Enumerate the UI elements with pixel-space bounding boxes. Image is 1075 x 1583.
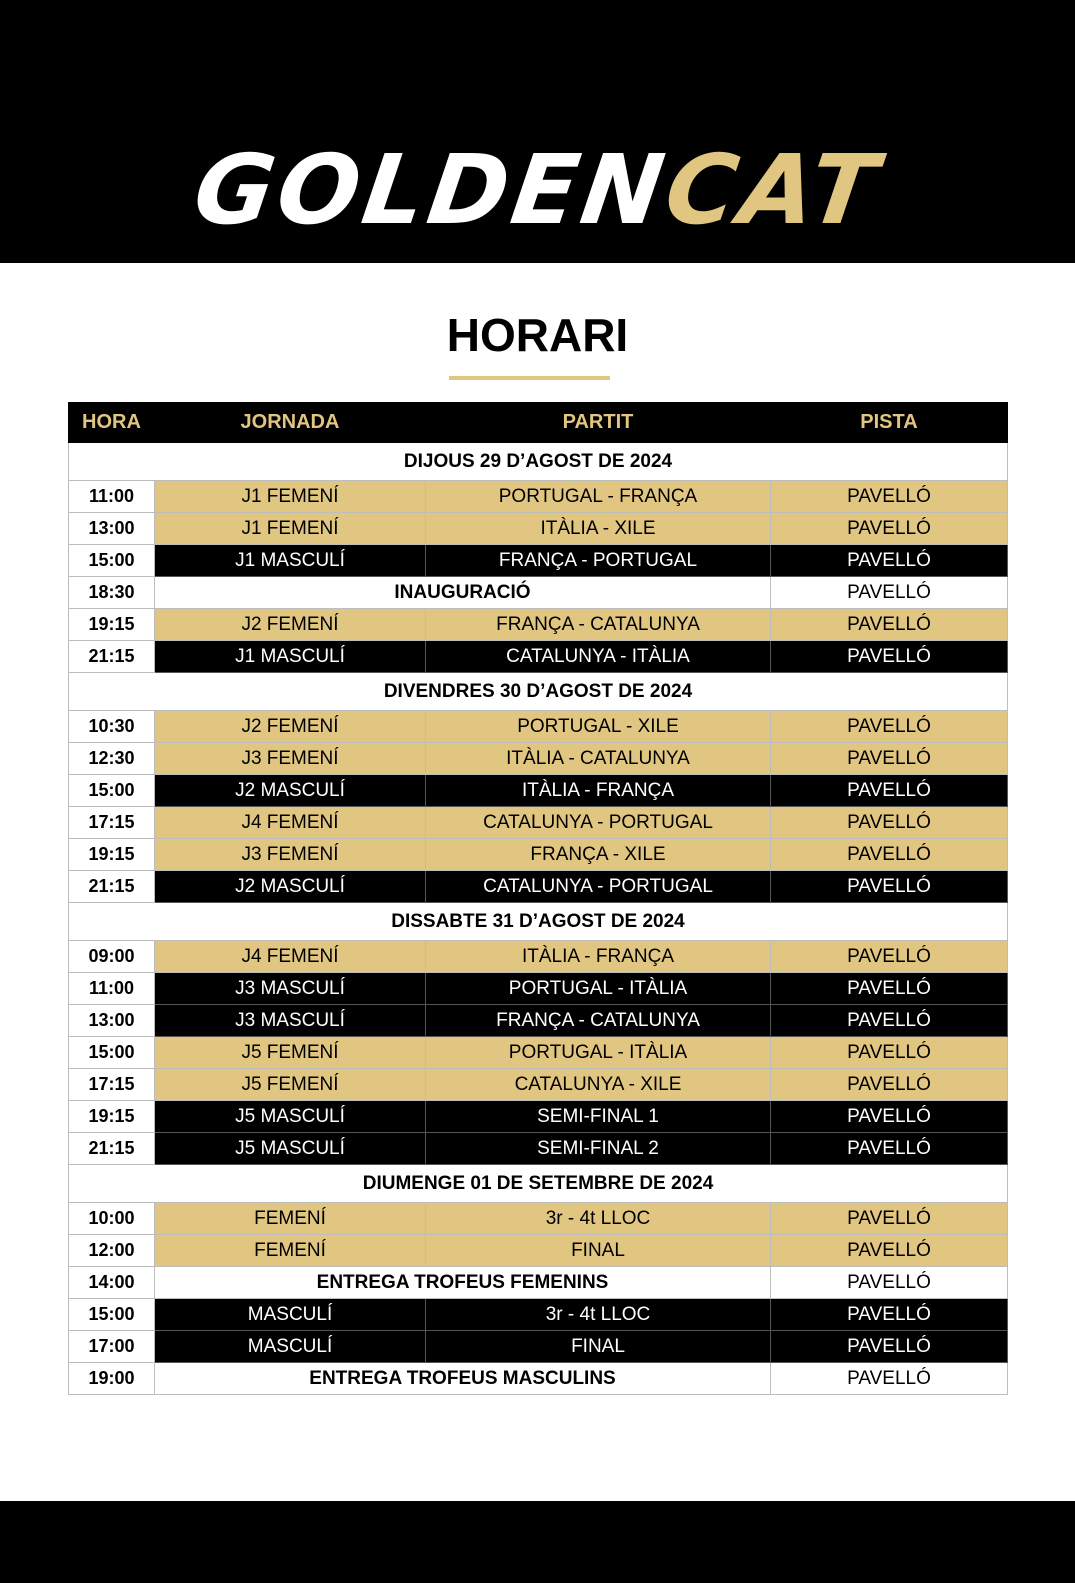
partit-cell: FINAL — [426, 1235, 771, 1267]
pista-cell: PAVELLÓ — [771, 1005, 1008, 1037]
partit-cell: CATALUNYA - PORTUGAL — [426, 871, 771, 903]
header-hora: HORA — [69, 403, 155, 443]
pista-cell: PAVELLÓ — [771, 1037, 1008, 1069]
partit-cell: ITÀLIA - FRANÇA — [426, 775, 771, 807]
partit-cell: PORTUGAL - XILE — [426, 711, 771, 743]
day-header-row — [69, 443, 1008, 481]
schedule-row — [69, 609, 1008, 641]
schedule-row — [69, 775, 1008, 807]
partit-cell: ITÀLIA - FRANÇA — [426, 941, 771, 973]
pista-cell: PAVELLÓ — [771, 1235, 1008, 1267]
schedule-row — [69, 1203, 1008, 1235]
partit-cell: PORTUGAL - ITÀLIA — [426, 1037, 771, 1069]
hora-cell: 21:15 — [69, 641, 155, 673]
event-cell: ENTREGA TROFEUS MASCULINS — [155, 1363, 771, 1395]
page-title: HORARI — [446, 309, 629, 361]
day-header-row — [69, 903, 1008, 941]
hora-cell: 14:00 — [69, 1267, 155, 1299]
jornada-cell: J2 FEMENÍ — [155, 711, 426, 743]
jornada-cell: MASCULÍ — [155, 1299, 426, 1331]
jornada-cell: J4 FEMENÍ — [155, 941, 426, 973]
schedule-row — [69, 941, 1008, 973]
hora-cell: 19:15 — [69, 839, 155, 871]
jornada-cell: J4 FEMENÍ — [155, 807, 426, 839]
day-title: DIUMENGE 01 DE SETEMBRE DE 2024 — [69, 1165, 1008, 1203]
day-title: DIJOUS 29 D’AGOST DE 2024 — [69, 443, 1008, 481]
schedule-row — [69, 1363, 1008, 1395]
hora-cell: 15:00 — [69, 545, 155, 577]
partit-cell: PORTUGAL - ITÀLIA — [426, 973, 771, 1005]
footer-band — [0, 1501, 1075, 1583]
day-header-row — [69, 673, 1008, 711]
jornada-cell: J1 FEMENÍ — [155, 513, 426, 545]
schedule-row — [69, 481, 1008, 513]
schedule-row — [69, 1005, 1008, 1037]
jornada-cell: J2 MASCULÍ — [155, 775, 426, 807]
day-header-row — [69, 1165, 1008, 1203]
jornada-cell: J1 MASCULÍ — [155, 545, 426, 577]
schedule-row — [69, 545, 1008, 577]
pista-cell: PAVELLÓ — [771, 513, 1008, 545]
hora-cell: 15:00 — [69, 1037, 155, 1069]
jornada-cell: J2 MASCULÍ — [155, 871, 426, 903]
jornada-cell: J1 FEMENÍ — [155, 481, 426, 513]
schedule-row — [69, 1069, 1008, 1101]
goldencat-logo — [0, 135, 1075, 245]
partit-cell: ITÀLIA - XILE — [426, 513, 771, 545]
hora-cell: 11:00 — [69, 973, 155, 1005]
pista-cell: PAVELLÓ — [771, 839, 1008, 871]
header-jornada: JORNADA — [155, 403, 426, 443]
partit-cell: SEMI-FINAL 1 — [426, 1101, 771, 1133]
schedule-table — [68, 402, 1008, 1395]
pista-cell: PAVELLÓ — [771, 1069, 1008, 1101]
schedule-row — [69, 711, 1008, 743]
jornada-cell: J3 FEMENÍ — [155, 839, 426, 871]
title-underline — [449, 376, 610, 380]
pista-cell: PAVELLÓ — [771, 711, 1008, 743]
schedule-row — [69, 839, 1008, 871]
schedule-row — [69, 871, 1008, 903]
day-title: DISSABTE 31 D’AGOST DE 2024 — [69, 903, 1008, 941]
partit-cell: 3r - 4t LLOC — [426, 1203, 771, 1235]
jornada-cell: J1 MASCULÍ — [155, 641, 426, 673]
partit-cell: CATALUNYA - ITÀLIA — [426, 641, 771, 673]
hora-cell: 09:00 — [69, 941, 155, 973]
hora-cell: 21:15 — [69, 871, 155, 903]
schedule-row — [69, 1133, 1008, 1165]
schedule-row — [69, 1267, 1008, 1299]
hora-cell: 10:00 — [69, 1203, 155, 1235]
header-pista: PISTA — [771, 403, 1008, 443]
hora-cell: 12:30 — [69, 743, 155, 775]
schedule-row — [69, 973, 1008, 1005]
pista-cell: PAVELLÓ — [771, 577, 1008, 609]
schedule-row — [69, 1037, 1008, 1069]
jornada-cell: J3 FEMENÍ — [155, 743, 426, 775]
hora-cell: 10:30 — [69, 711, 155, 743]
partit-cell: FRANÇA - CATALUNYA — [426, 1005, 771, 1037]
hora-cell: 19:00 — [69, 1363, 155, 1395]
schedule-row — [69, 1331, 1008, 1363]
jornada-cell: J3 MASCULÍ — [155, 1005, 426, 1037]
day-title: DIVENDRES 30 D’AGOST DE 2024 — [69, 673, 1008, 711]
partit-cell: CATALUNYA - PORTUGAL — [426, 807, 771, 839]
jornada-cell: J5 FEMENÍ — [155, 1069, 426, 1101]
hora-cell: 17:15 — [69, 1069, 155, 1101]
jornada-cell: FEMENÍ — [155, 1235, 426, 1267]
pista-cell: PAVELLÓ — [771, 775, 1008, 807]
hora-cell: 21:15 — [69, 1133, 155, 1165]
schedule-row — [69, 577, 1008, 609]
event-cell: ENTREGA TROFEUS FEMENINS — [155, 1267, 771, 1299]
pista-cell: PAVELLÓ — [771, 1299, 1008, 1331]
hora-cell: 12:00 — [69, 1235, 155, 1267]
jornada-cell: J5 FEMENÍ — [155, 1037, 426, 1069]
partit-cell: FRANÇA - PORTUGAL — [426, 545, 771, 577]
jornada-cell: J3 MASCULÍ — [155, 973, 426, 1005]
partit-cell: PORTUGAL - FRANÇA — [426, 481, 771, 513]
hora-cell: 19:15 — [69, 609, 155, 641]
pista-cell: PAVELLÓ — [771, 1101, 1008, 1133]
pista-cell: PAVELLÓ — [771, 1133, 1008, 1165]
jornada-cell: J2 FEMENÍ — [155, 609, 426, 641]
partit-cell: 3r - 4t LLOC — [426, 1299, 771, 1331]
partit-cell: CATALUNYA - XILE — [426, 1069, 771, 1101]
partit-cell: ITÀLIA - CATALUNYA — [426, 743, 771, 775]
pista-cell: PAVELLÓ — [771, 641, 1008, 673]
pista-cell: PAVELLÓ — [771, 1363, 1008, 1395]
hora-cell: 15:00 — [69, 1299, 155, 1331]
pista-cell: PAVELLÓ — [771, 743, 1008, 775]
pista-cell: PAVELLÓ — [771, 545, 1008, 577]
pista-cell: PAVELLÓ — [771, 1267, 1008, 1299]
hora-cell: 11:00 — [69, 481, 155, 513]
hora-cell: 18:30 — [69, 577, 155, 609]
jornada-cell: FEMENÍ — [155, 1203, 426, 1235]
jornada-cell: MASCULÍ — [155, 1331, 426, 1363]
partit-cell: FRANÇA - XILE — [426, 839, 771, 871]
hora-cell: 17:00 — [69, 1331, 155, 1363]
pista-cell: PAVELLÓ — [771, 609, 1008, 641]
header-partit: PARTIT — [426, 403, 771, 443]
schedule-row — [69, 641, 1008, 673]
schedule-row — [69, 743, 1008, 775]
pista-cell: PAVELLÓ — [771, 973, 1008, 1005]
pista-cell: PAVELLÓ — [771, 807, 1008, 839]
hora-cell: 13:00 — [69, 513, 155, 545]
schedule-row — [69, 1299, 1008, 1331]
hora-cell: 15:00 — [69, 775, 155, 807]
logo-text-white: GOLDEN — [187, 134, 675, 246]
schedule-row — [69, 513, 1008, 545]
partit-cell: SEMI-FINAL 2 — [426, 1133, 771, 1165]
event-cell: INAUGURACIÓ — [155, 577, 771, 609]
hora-cell: 19:15 — [69, 1101, 155, 1133]
schedule-row — [69, 1235, 1008, 1267]
pista-cell: PAVELLÓ — [771, 1203, 1008, 1235]
header-band — [0, 0, 1075, 263]
schedule-row — [69, 1101, 1008, 1133]
pista-cell: PAVELLÓ — [771, 481, 1008, 513]
hora-cell: 13:00 — [69, 1005, 155, 1037]
logo-text-gold: CAT — [658, 134, 888, 246]
schedule-body — [69, 443, 1008, 1395]
partit-cell: FINAL — [426, 1331, 771, 1363]
partit-cell: FRANÇA - CATALUNYA — [426, 609, 771, 641]
schedule-row — [69, 807, 1008, 839]
pista-cell: PAVELLÓ — [771, 1331, 1008, 1363]
pista-cell: PAVELLÓ — [771, 941, 1008, 973]
table-header-row — [69, 403, 1008, 443]
jornada-cell: J5 MASCULÍ — [155, 1101, 426, 1133]
hora-cell: 17:15 — [69, 807, 155, 839]
pista-cell: PAVELLÓ — [771, 871, 1008, 903]
jornada-cell: J5 MASCULÍ — [155, 1133, 426, 1165]
